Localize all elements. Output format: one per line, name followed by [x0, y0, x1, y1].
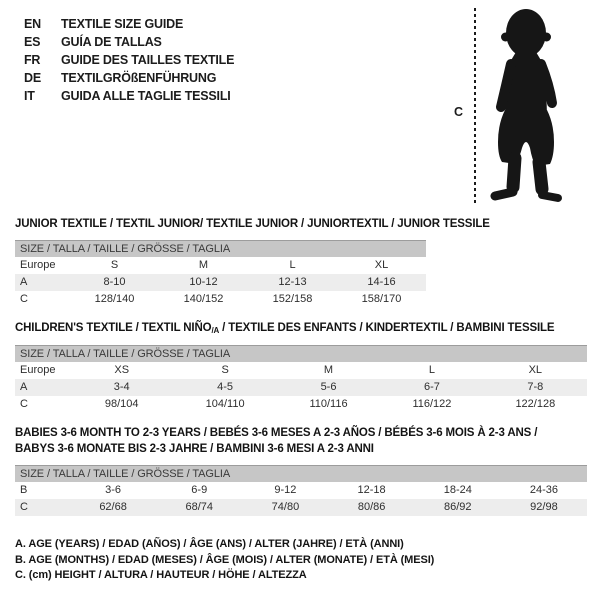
value-cell: 80/86	[357, 501, 386, 513]
legend-line-age-months: B. AGE (MONTHS) / EDAD (MESES) / ÂGE (MOIS) / ALTER (MONATE) / ETÀ (MESI)	[15, 553, 435, 566]
value-cell: 116/122	[412, 398, 452, 410]
language-code: IT	[24, 89, 35, 103]
language-code: ES	[24, 35, 41, 49]
value-cell: 9-12	[274, 484, 297, 496]
legend-line-age-years: A. AGE (YEARS) / EDAD (AÑOS) / ÂGE (ANS) / ALTER (JAHRE) / ETÀ (ANNI)	[15, 538, 404, 550]
table-header-bar: SIZE / TALLA / TAILLE / GRÖSSE / TAGLIA	[15, 345, 587, 362]
row-label-cell: C	[20, 398, 28, 410]
title-text: / TEXTILE DES ENFANTS / KINDERTEXTIL / BAMBINI TESSILE	[219, 322, 555, 334]
value-cell: 12-18	[357, 484, 386, 496]
value-cell: 86/92	[444, 501, 472, 513]
measure-legend	[15, 537, 434, 584]
value-cell: 92/98	[530, 501, 558, 513]
title-line: BABIES 3-6 MONTH TO 2-3 YEARS / BEBÉS 3-6 MESES A 2-3 AÑOS / BÉBÉS 3-6 MOIS À 2-3 ANS /	[15, 427, 538, 439]
value-cell: 24-36	[529, 484, 559, 496]
value-cell: S	[110, 259, 119, 271]
height-measure-label: C	[454, 105, 464, 119]
language-title: GUIDA ALLE TAGLIE TESSILI	[61, 89, 231, 103]
table-row	[15, 396, 587, 413]
language-row	[24, 69, 234, 87]
row-label-cell: Europe	[20, 364, 56, 376]
table-row	[15, 291, 426, 308]
table-row	[15, 257, 426, 274]
row-label-cell: A	[20, 381, 28, 393]
value-cell: 68/74	[185, 501, 214, 513]
value-cell: 62/68	[99, 501, 127, 513]
value-cell: 6-7	[423, 381, 440, 393]
value-cell: 8-10	[103, 276, 126, 288]
language-title: TEXTILGRÖßENFÜHRUNG	[61, 71, 217, 85]
value-cell: 7-8	[527, 381, 544, 393]
table-row	[15, 482, 587, 499]
table-row	[15, 499, 587, 516]
language-title: GUÍA DE TALLAS	[61, 35, 162, 49]
table-row	[15, 362, 587, 379]
language-row	[24, 33, 234, 51]
legend-line-height: C. (cm) HEIGHT / ALTURA / HAUTEUR / HÖHE / ALTEZZA	[15, 569, 307, 581]
row-label-cell: B	[20, 484, 28, 496]
language-row	[24, 15, 234, 33]
section-title-children	[15, 322, 554, 335]
value-cell: XS	[114, 364, 130, 376]
row-label-cell: Europe	[20, 259, 56, 271]
babies-size-table	[15, 465, 587, 516]
value-cell: S	[221, 364, 229, 376]
table-header-bar: SIZE / TALLA / TAILLE / GRÖSSE / TAGLIA	[15, 240, 426, 257]
title-subscript: /A	[211, 326, 220, 335]
children-size-table	[15, 345, 587, 413]
value-cell: 74/80	[271, 501, 300, 513]
section-title-babies	[15, 426, 537, 457]
value-cell: 3-6	[105, 484, 122, 496]
value-cell: 104/110	[205, 398, 245, 410]
value-cell: 6-9	[191, 484, 208, 496]
value-cell: 14-16	[367, 276, 396, 288]
height-measure-dotted-line	[474, 8, 476, 206]
value-cell: 128/140	[94, 293, 135, 305]
value-cell: 12-13	[278, 276, 307, 288]
value-cell: 98/104	[104, 398, 139, 410]
value-cell: 158/170	[361, 293, 402, 305]
language-title-list	[24, 15, 234, 105]
title-line: BABYS 3-6 MONATE BIS 2-3 JAHRE / BAMBINI 3-6 MESI A 2-3 ANNI	[15, 442, 374, 455]
value-cell: 3-4	[113, 381, 130, 393]
junior-size-table	[15, 240, 426, 308]
language-code: EN	[24, 17, 41, 31]
value-cell: 152/158	[272, 293, 313, 305]
value-cell: L	[289, 259, 296, 271]
language-code: DE	[24, 71, 41, 85]
row-label-cell: C	[20, 501, 28, 513]
value-cell: M	[198, 259, 209, 271]
language-code: FR	[24, 53, 41, 67]
value-cell: M	[323, 364, 334, 376]
language-row	[24, 87, 234, 105]
table-row	[15, 379, 587, 396]
language-title: TEXTILE SIZE GUIDE	[61, 17, 184, 31]
value-cell: 140/152	[183, 293, 224, 305]
table-row	[15, 274, 426, 291]
value-cell: 110/116	[309, 398, 348, 410]
baby-silhouette-icon	[482, 6, 570, 208]
value-cell: L	[428, 364, 435, 376]
value-cell: 5-6	[320, 381, 337, 393]
value-cell: 4-5	[217, 381, 234, 393]
value-cell: 122/128	[515, 398, 556, 410]
language-row	[24, 51, 234, 69]
value-cell: XL	[528, 364, 543, 376]
value-cell: 10-12	[189, 276, 218, 288]
language-title: GUIDE DES TAILLES TEXTILE	[61, 53, 235, 67]
row-label-cell: C	[20, 293, 28, 305]
title-text: CHILDREN'S TEXTILE / TEXTIL NIÑO	[15, 322, 212, 334]
value-cell: XL	[374, 259, 389, 271]
section-title-junior: JUNIOR TEXTILE / TEXTIL JUNIOR/ TEXTILE JUNIOR / JUNIORTEXTIL / JUNIOR TESSILE	[15, 218, 490, 230]
row-label-cell: A	[20, 276, 28, 288]
table-header-bar: SIZE / TALLA / TAILLE / GRÖSSE / TAGLIA	[15, 465, 587, 482]
value-cell: 18-24	[443, 484, 472, 496]
